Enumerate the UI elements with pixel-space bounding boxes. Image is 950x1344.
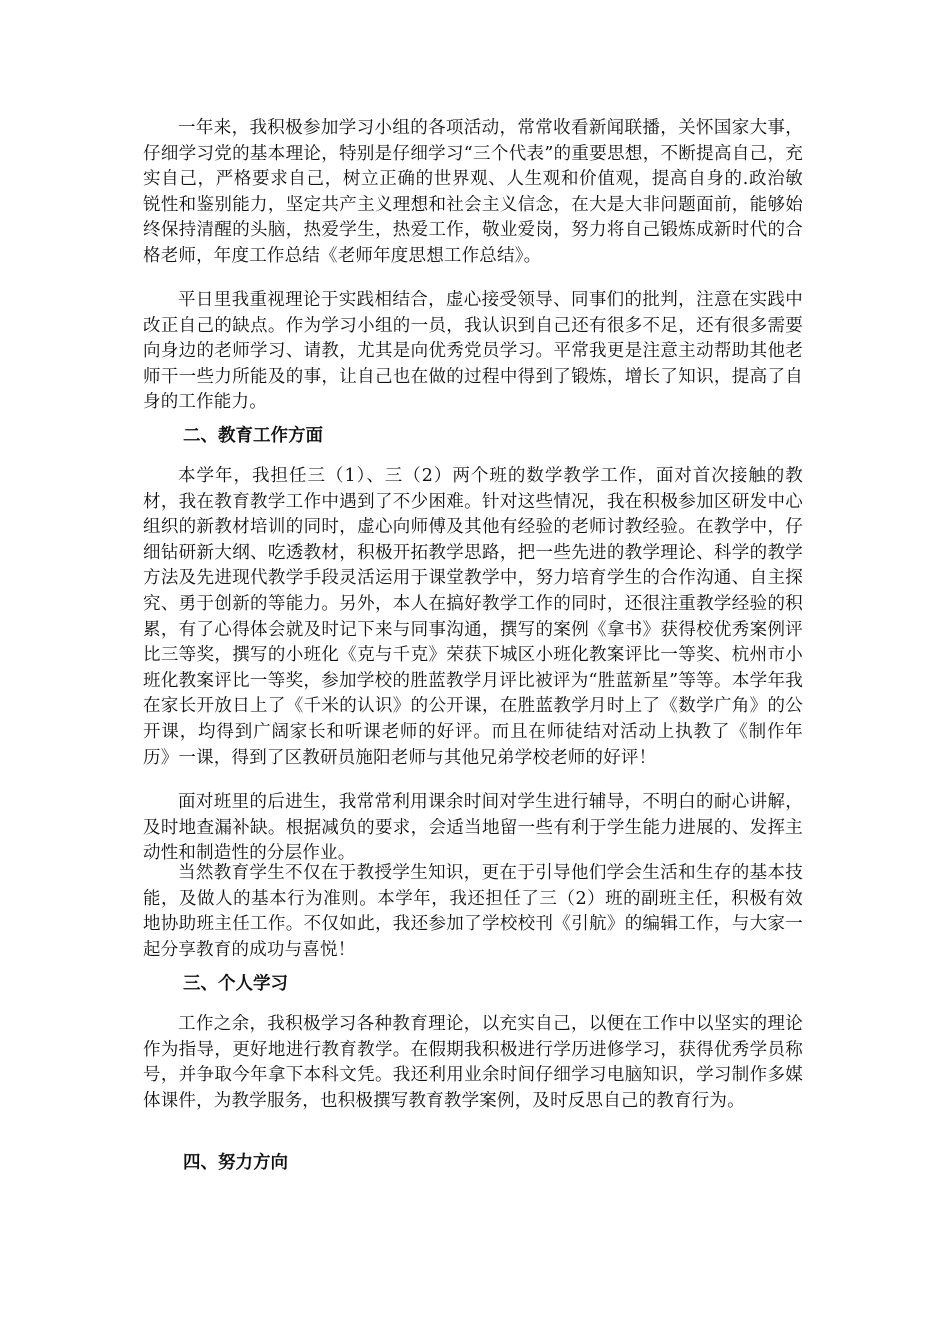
paragraph-text: 面对班里的后进生，我常常利用课余时间对学生进行辅导，不明白的耐心讲解，及时地查漏补缺。根据减负的要求，会适当地留一些有利于学生能力进展的、发挥主动性和制造性的分层作业。 [143, 792, 803, 864]
paragraph-political-study [143, 116, 803, 270]
paragraph-text: 本学年，我担任三（1）、三（2）两个班的数学教学工作，面对首次接触的教材，我在教育教学工作中遇到了不少困难。针对这些情况，我在积极参加区研发中心组织的新教材培训的同时，虚心向师傅及其他有经验的老师讨教经验。在教学中，仔细钻研新大纲、吃透教材，积极开拓教学思路，把一些先进的教学理论、科学的教学方法及先进现代教学手段灵活运用于课堂教学中，努力培育学生的合作沟通、自主探究、勇于创新的等能力。另外，本人在搞好教学工作的同时，还很注重教学经验的积累，有了心得体会就及时记下来与同事沟通，撰写的案例《拿书》获得校优秀案例评比三等奖，撰写的小班化《克与千克》荣获下城区小班化教案评比一等奖、杭州市小班化教案评比一等奖，参加学校的胜蓝教学月评比被评为“胜蓝新星”等等。本学年我在家长开放日上了《千米的认识》的公开课，在胜蓝教学月时上了《数学广角》的公开课，均得到广阔家长和听课老师的好评。而且在师徒结对活动上执教了《制作年历》一课，得到了区教研员施阳老师与其他兄弟学校老师的好评！ [143, 466, 803, 768]
paragraph-theory-practice [143, 288, 803, 416]
paragraph-text: 一年来，我积极参加学习小组的各项活动，常常收看新闻联播，关怀国家大事，仔细学习党的基本理论，特别是仔细学习“三个代表”的重要思想，不断提高自己，充实自己，严格要求自己，树立正确的世界观、人生观和价值观，提高自身的.政治敏锐性和鉴别能力，坚定共产主义理想和社会主义信念，在大是大非问题面前，能够始终保持清醒的头脑，热爱学生，热爱工作，敬业爱岗，努力将自己锻炼成新时代的合格老师，年度工作总结《老师年度思想工作总结》。 [143, 118, 803, 266]
paragraph-teaching [143, 464, 803, 771]
paragraph-text: 当然教育学生不仅在于教授学生知识，更在于引导他们学会生活和生存的基本技能，及做人的基本行为准则。本学年，我还担任了三（2）班的副班主任，积极有效地协助班主任工作。不仅如此，我还参加了学校校刊《引航》的编辑工作，与大家一起分享教育的成功与喜悦！ [143, 863, 803, 960]
paragraph-text: 工作之余，我积极学习各种教育理论，以充实自己，以便在工作中以坚实的理论作为指导，更好地进行教育教学。在假期我积极进行学历进修学习，获得优秀学员称号，并争取今年拿下本科文凭。我还利用业余时间仔细学习电脑知识，学习制作多媒体课件，为教学服务，也积极撰写教育教学案例，及时反思自己的教育行为。 [143, 1014, 803, 1111]
paragraph-text: 平日里我重视理论于实践相结合，虚心接受领导、同事们的批判，注意在实践中改正自己的缺点。作为学习小组的一员，我认识到自己还有很多不足，还有很多需要向身边的老师学习、请教，尤其是向优秀党员学习。平常我更是注意主动帮助其他老师干一些力所能及的事，让自己也在做的过程中得到了锻炼，增长了知识，提高了自身的工作能力。 [143, 290, 803, 413]
paragraph-self-study [143, 1012, 803, 1114]
heading-personal-study: 三、个人学习 [183, 974, 288, 994]
heading-future-direction: 四、努力方向 [183, 1153, 288, 1173]
paragraph-class-work [143, 861, 803, 963]
heading-education-work: 二、教育工作方面 [183, 426, 323, 446]
paragraph-tutoring [143, 790, 803, 867]
